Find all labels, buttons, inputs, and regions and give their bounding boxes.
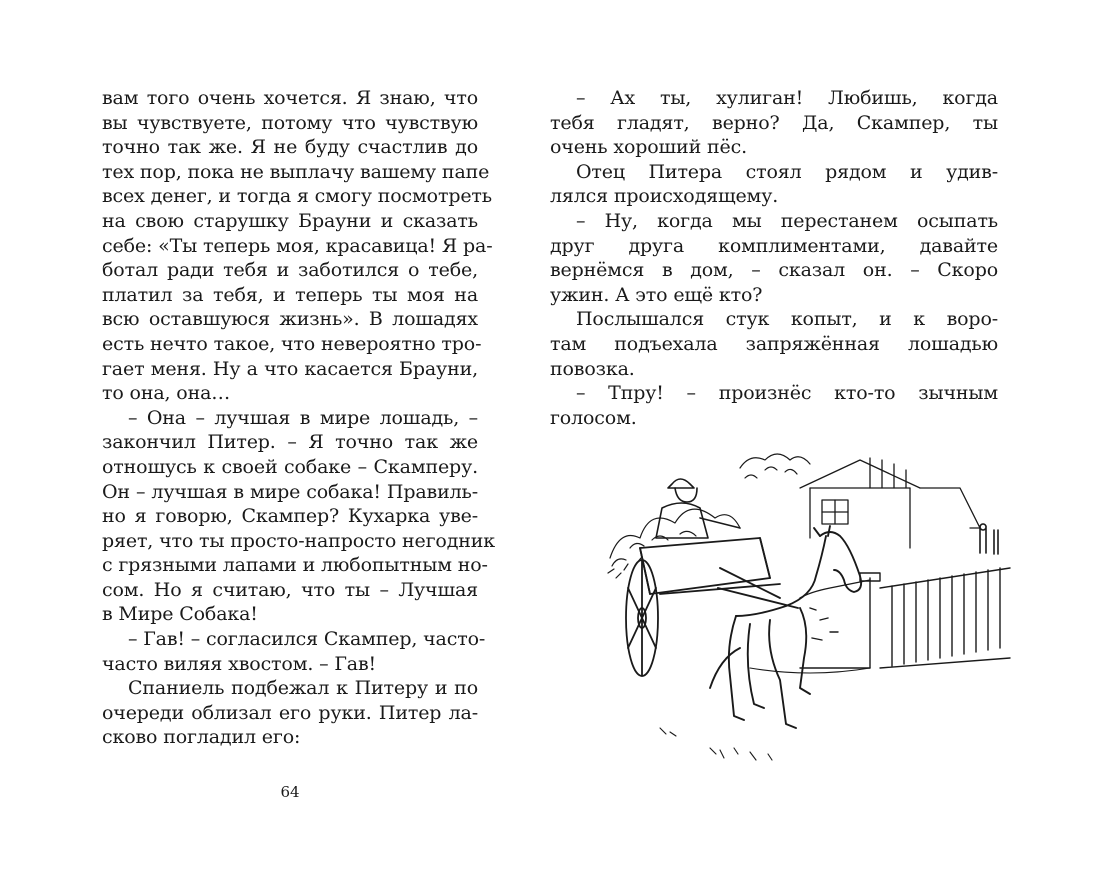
text-line: отношусь к своей собаке – Скамперу. <box>102 455 478 478</box>
horse-drawing <box>710 526 861 728</box>
horse-cart-illustration <box>600 448 1020 788</box>
text-line: сково погладил его: <box>102 726 301 749</box>
text-line: лялся происходящему. <box>550 185 779 208</box>
text-line: повозка. <box>550 357 635 380</box>
text-line: закончил Питер. – Я точно так же <box>102 431 478 454</box>
text-line: всех денег, и тогда я смогу посмотреть <box>102 185 492 208</box>
text-line: но я говорю, Скампер? Кухарка уве- <box>102 505 478 528</box>
text-line: очень хороший пёс. <box>550 136 747 159</box>
text-line: вам того очень хочется. Я знаю, что <box>102 87 478 109</box>
text-line: очереди облизал его руки. Питер ла- <box>102 701 478 724</box>
text-line: гает меня. Ну а что касается Брауни, <box>102 357 478 380</box>
house-drawing <box>800 458 980 548</box>
road-drawing <box>660 668 870 760</box>
text-line: тебя гладят, верно? Да, Скампер, ты <box>550 111 998 134</box>
text-line: – Ах ты, хулиган! Любишь, когда <box>576 87 998 109</box>
trees-drawing <box>608 454 810 578</box>
text-line: – Гав! – согласился Скампер, часто- <box>128 628 486 651</box>
text-line: друг друга комплиментами, давайте <box>550 234 998 257</box>
text-line: – Она – лучшая в мире лошадь, – <box>128 406 478 429</box>
text-line: Отец Питера стоял рядом и удив- <box>576 160 998 183</box>
text-line: себе: «Ты теперь моя, красавица! Я ра- <box>102 234 493 257</box>
text-line: часто виляя хвостом. – Гав! <box>102 652 376 675</box>
text-line: всю оставшуюся жизнь». В лошадях <box>102 308 478 331</box>
fence-drawing <box>800 568 1010 668</box>
text-line: сом. Но я считаю, что ты – Лучшая <box>102 578 478 601</box>
right-page-text <box>550 86 998 430</box>
text-line: точно так же. Я не буду счастлив до <box>102 136 478 159</box>
text-line: то она, она… <box>102 382 231 405</box>
left-page-text <box>102 86 496 750</box>
text-line: голосом. <box>550 406 637 429</box>
figures-drawing <box>980 524 998 554</box>
text-line: – Ну, когда мы перестанем осыпать <box>576 209 998 232</box>
text-line: ряет, что ты просто-напросто негодник <box>102 529 496 552</box>
text-line: платил за тебя, и теперь ты моя на <box>102 283 478 306</box>
text-line: вернёмся в дом, – сказал он. – Скоро <box>550 259 998 282</box>
driver-drawing <box>656 479 740 538</box>
text-line: Спаниель подбежал к Питеру и по <box>128 677 478 700</box>
text-line: в Мире Собака! <box>102 603 258 626</box>
text-line: вы чувствуете, потому что чувствую <box>102 111 478 134</box>
text-line: на свою старушку Брауни и сказать <box>102 209 478 232</box>
page-number: 64 <box>280 783 300 801</box>
text-line: – Тпру! – произнёс кто-то зычным <box>576 382 998 405</box>
right-page <box>550 0 1100 873</box>
text-line: ботал ради тебя и заботился о тебе, <box>102 259 478 282</box>
text-line: Послышался стук копыт, и к воро- <box>576 308 998 331</box>
text-line: там подъехала запряжённая лошадью <box>550 332 998 355</box>
text-line: тех пор, пока не выплачу вашему папе <box>102 160 490 183</box>
text-line: есть нечто такое, что невероятно тро- <box>102 332 482 355</box>
text-line: с грязными лапами и любопытным но- <box>102 554 488 577</box>
text-line: ужин. А это ещё кто? <box>550 283 763 306</box>
text-line: Он – лучшая в мире собака! Правиль- <box>102 480 478 503</box>
cart-drawing <box>626 538 780 676</box>
